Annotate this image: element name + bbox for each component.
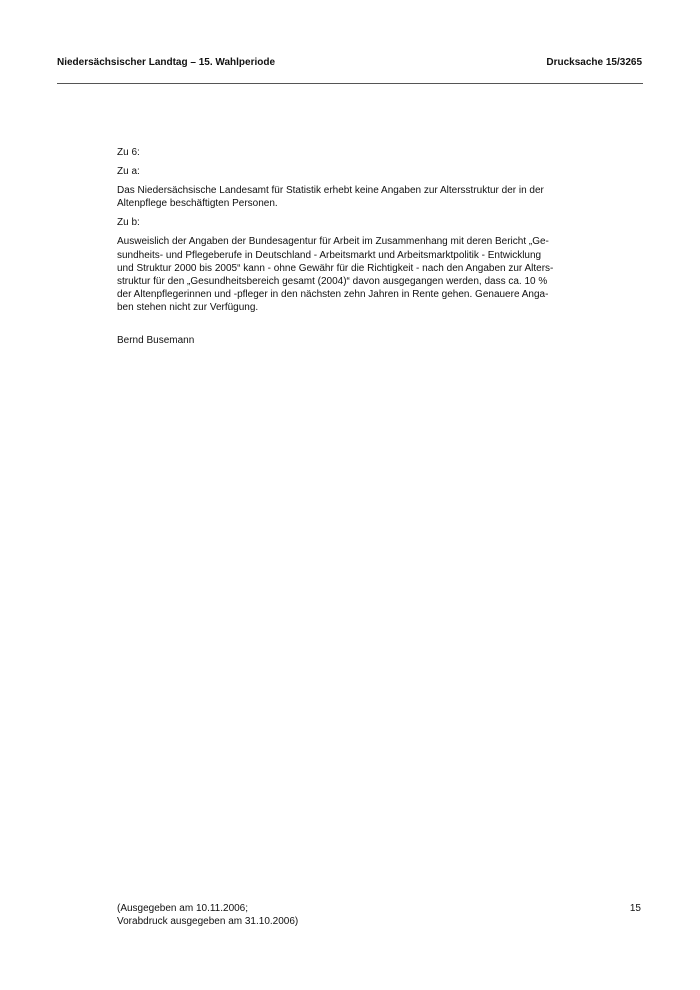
paragraph-line: Altenpflege beschäftigten Personen. [117,198,278,210]
header-divider [57,83,643,84]
paragraph-line: Das Niedersächsische Landesamt für Statistik erhebt keine Angaben zur Altersstruktur der in der [117,185,544,197]
signature: Bernd Busemann [117,335,195,347]
paragraph-line: sundheits- und Pflegeberufe in Deutschland - Arbeitsmarkt und Arbeitsmarktpolitik - Entwicklung [117,249,542,261]
header-document-number: Drucksache 15/3265 [546,57,642,68]
paragraph-line: der Altenpflegerinnen und -pfleger in den nächsten zehn Jahren in Rente gehen. Genauere Anga- [117,288,549,300]
paragraph-zu-b [117,235,584,314]
paragraph-line: Ausweislich der Angaben der Bundesagentur für Arbeit im Zusammenhang mit deren Bericht „Ge- [117,236,549,248]
heading-zu-6: Zu 6: [117,147,140,158]
heading-zu-a: Zu a: [117,166,140,178]
page-header [57,57,642,71]
paragraph-line: ben stehen nicht zur Verfügung. [117,301,259,313]
issue-note-line: (Ausgegeben am 10.11.2006; [117,903,249,914]
heading-zu-b: Zu b: [117,217,140,229]
issue-note [117,903,298,928]
header-parliament-title: Niedersächsischer Landtag – 15. Wahlperiode [57,57,276,68]
paragraph-line: struktur für den „Gesundheitsbereich gesamt (2004)“ davon ausgegangen werden, dass ca. 10 % [117,275,548,287]
paragraph-zu-a [117,184,584,210]
page-number: 15 [629,903,641,914]
issue-note-line: Vorabdruck ausgegeben am 31.10.2006) [117,915,299,927]
document-body [117,146,584,347]
paragraph-line: und Struktur 2000 bis 2005“ kann - ohne Gewähr für die Richtigkeit - nach den Angaben zur Alters- [117,262,554,274]
